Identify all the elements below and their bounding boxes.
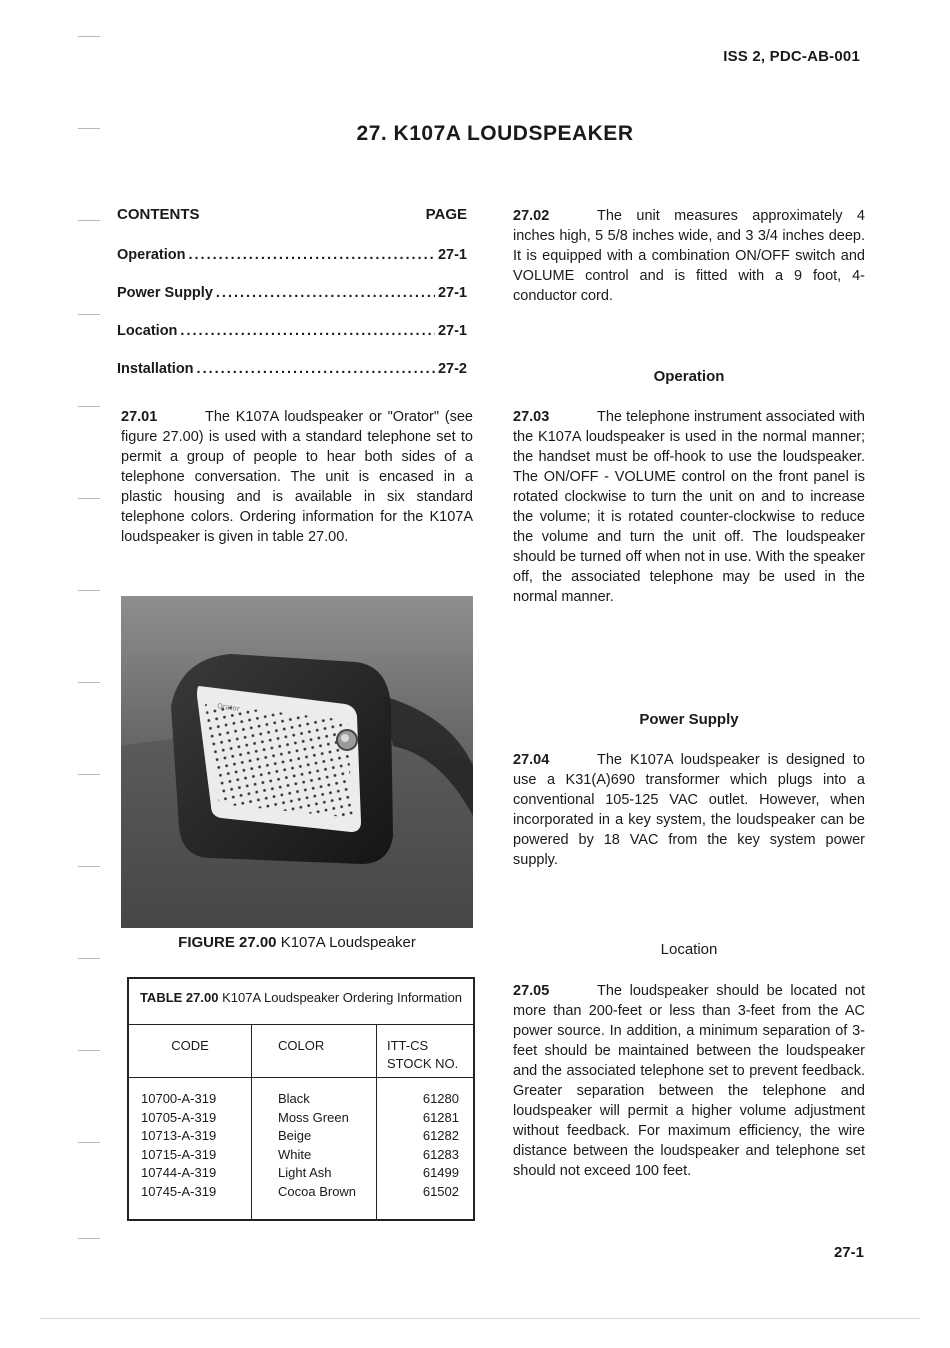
section-heading-operation: Operation — [653, 368, 725, 385]
paragraph-text: The K107A loudspeaker is designed to use a K31(A)690 transformer which plugs into a conventional 105-125 VAC outlet. However, when incorporated in a key system, the loudspeaker can be powered by 18 VAC from the key system power supply. — [513, 752, 865, 868]
color-column — [252, 1078, 377, 1220]
table-body — [129, 1078, 473, 1220]
paragraph-text: The unit measures approximately 4 inches high, 5 5/8 inches wide, and 3 3/4 inches deep. It is equipped with a combination ON/OFF switch and VOLUME control and is fitted with a 9 foot, 4-conductor cord. — [513, 208, 865, 304]
table-cell-code: 10713-A-319 — [141, 1128, 217, 1144]
page-bottom-rule — [40, 1318, 920, 1319]
header-stock-line2: STOCK NO. — [387, 1056, 459, 1071]
paragraph-27-01 — [121, 407, 473, 547]
table-cell-code: 10715-A-319 — [141, 1146, 217, 1162]
svg-text:Orator: Orator — [216, 702, 241, 714]
toc-leader — [188, 247, 434, 263]
margin-mark — [78, 774, 100, 775]
table-cell-color: Light Ash — [278, 1165, 332, 1181]
stock-column — [377, 1078, 473, 1220]
table-cell-color: Moss Green — [278, 1109, 349, 1125]
toc-label: Location — [117, 323, 178, 339]
toc-label: Installation — [117, 361, 194, 377]
paragraph-number: 27.02 — [513, 208, 550, 224]
loudspeaker-photo — [121, 596, 473, 928]
header-stock-line1: ITT-CS — [387, 1038, 429, 1053]
table-cell-color: White — [278, 1146, 312, 1162]
margin-mark — [78, 498, 100, 499]
table-cell-code: 10745-A-319 — [141, 1183, 217, 1199]
page-number: 27-1 — [833, 1244, 864, 1261]
margin-mark — [78, 1050, 100, 1051]
margin-mark — [78, 1238, 100, 1239]
toc-leader — [197, 361, 435, 377]
toc-item-power-supply[interactable] — [117, 285, 467, 301]
margin-mark — [78, 406, 100, 407]
toc-label: Power Supply — [117, 285, 213, 301]
table-cell-color: Cocoa Brown — [278, 1183, 357, 1199]
paragraph-number: 27.05 — [513, 983, 550, 999]
paragraph-text: The telephone instrument associated with the K107A loudspeaker is used in the normal manner; the handset must be off-hook to use the loudspeaker. The ON/OFF - VOLUME control on the front panel is rotated clockwise to turn the unit on and to increase the volume; it is rotated counter-clockwise to reduce the volume and turn the unit off. The loudspeaker should be turned off when not in use. With the speaker off, the associated telephone may be used in the normal manner. — [513, 409, 865, 605]
toc-leader — [180, 323, 435, 339]
table-caption — [129, 979, 473, 1025]
figure-caption — [121, 934, 473, 951]
toc-page: 27-1 — [437, 285, 467, 301]
margin-mark — [78, 36, 100, 37]
toc-item-installation[interactable] — [117, 361, 467, 377]
contents-header — [117, 206, 467, 223]
margin-mark — [78, 958, 100, 959]
toc-page: 27-1 — [437, 323, 467, 339]
toc-item-operation[interactable] — [117, 247, 467, 263]
paragraph-text: The loudspeaker should be located not more than 200-feet or less than 3-feet from the AC power source. In addition, a minimum separation of 3-feet should be maintained between the loudspeaker and the associated telephone set to prevent feedback. Greater separation between the telephone and loudspeaker will permit a higher volume adjustment without feedback. For maximum efficiency, the wire distance between the loudspeaker and telephone set should not exceed 100 feet. — [513, 983, 865, 1179]
margin-mark — [78, 1142, 100, 1143]
figure-number: FIGURE 27.00 — [178, 934, 277, 951]
table-cell-code: 10744-A-319 — [141, 1165, 217, 1181]
ordering-table — [127, 977, 475, 1221]
table-cell-stock: 61281 — [422, 1109, 459, 1125]
table-cell-stock: 61283 — [422, 1146, 459, 1162]
paragraph-number: 27.03 — [513, 409, 550, 425]
toc-page: 27-1 — [437, 247, 467, 263]
code-column — [129, 1078, 252, 1220]
table-cell-stock: 61502 — [422, 1183, 459, 1199]
margin-mark — [78, 590, 100, 591]
table-title: K107A Loudspeaker Ordering Information — [222, 990, 463, 1005]
paragraph-text: The K107A loudspeaker or "Orator" (see figure 27.00) is used with a standard telephone set to permit a group of people to hear both sides of a telephone conversation. The unit is encased in a plastic housing and is available in six standard telephone colors. Ordering information for the K107A loudspeaker is given in table 27.00. — [121, 409, 473, 545]
toc-page: 27-2 — [437, 361, 467, 377]
margin-mark — [78, 866, 100, 867]
section-heading-location: Location — [660, 941, 718, 958]
table-cell-stock: 61282 — [422, 1128, 459, 1144]
header-stock — [377, 1025, 473, 1077]
toc-item-location[interactable] — [117, 323, 467, 339]
paragraph-number: 27.04 — [513, 752, 550, 768]
table-cell-color: Black — [278, 1091, 310, 1106]
toc-leader — [216, 285, 435, 301]
paragraph-27-03 — [513, 407, 865, 607]
toc-label: Operation — [117, 247, 186, 263]
header-code: CODE — [129, 1025, 252, 1077]
contents-heading: CONTENTS — [117, 206, 200, 223]
margin-mark — [78, 682, 100, 683]
header-color: COLOR — [252, 1025, 377, 1077]
page-title: 27. K107A LOUDSPEAKER — [356, 122, 634, 145]
table-cell-code: 10700-A-319 — [141, 1091, 217, 1106]
section-heading-power-supply: Power Supply — [639, 711, 739, 728]
table-cell-color: Beige — [278, 1128, 312, 1144]
paragraph-27-04 — [513, 750, 865, 870]
table-cell-stock: 61280 — [422, 1091, 459, 1106]
table-number: TABLE 27.00 — [139, 990, 219, 1005]
contents-page-heading: PAGE — [425, 206, 467, 223]
paragraph-27-05 — [513, 981, 865, 1181]
paragraph-number: 27.01 — [121, 409, 158, 425]
margin-mark — [78, 314, 100, 315]
table-header-row — [129, 1025, 473, 1078]
margin-mark — [78, 220, 100, 221]
figure-title: K107A Loudspeaker — [280, 934, 416, 951]
table-cell-code: 10705-A-319 — [141, 1109, 217, 1125]
document-id: ISS 2, PDC-AB-001 — [723, 48, 860, 65]
paragraph-27-02 — [513, 206, 865, 306]
table-cell-stock: 61499 — [422, 1165, 459, 1181]
table-of-contents — [117, 206, 467, 377]
loudspeaker-illustration — [121, 596, 473, 928]
